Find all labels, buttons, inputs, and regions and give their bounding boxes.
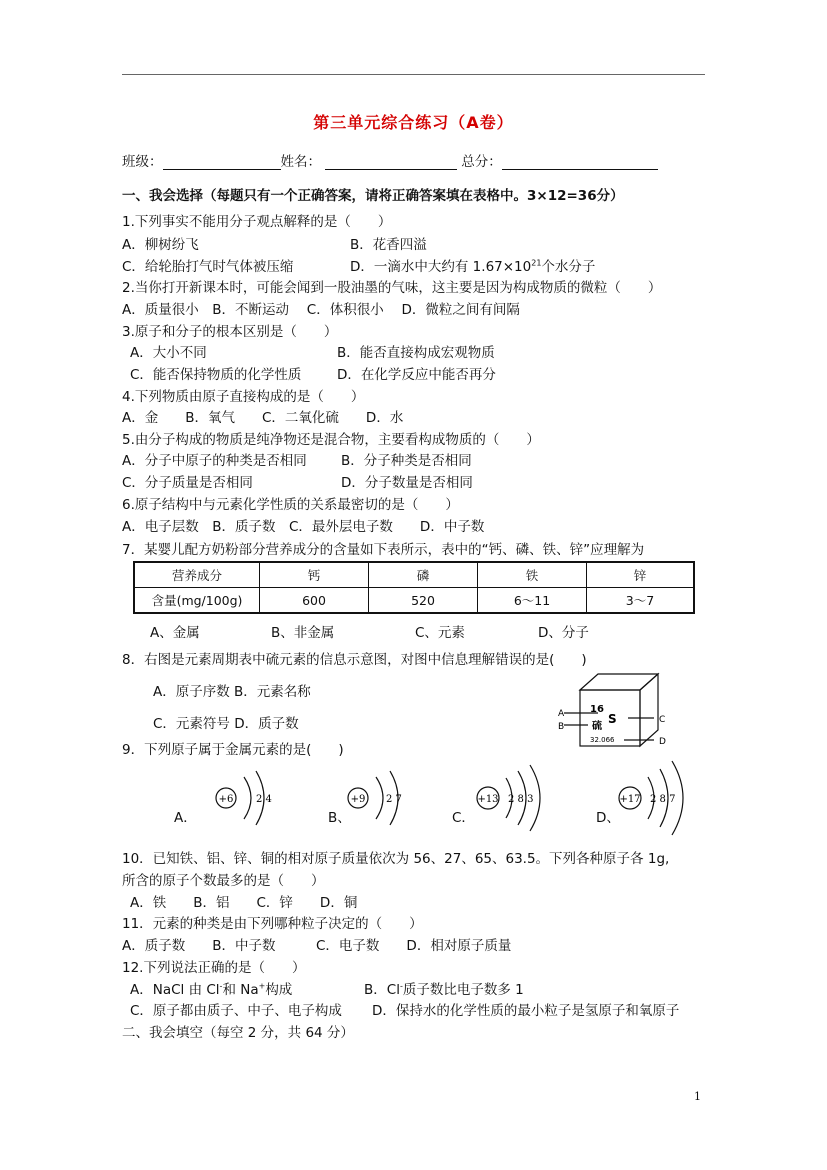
electron-shells: 2 8 7 xyxy=(650,794,676,805)
q5-option-d: D．分子数量是否相同 xyxy=(341,475,473,491)
class-field[interactable] xyxy=(163,155,281,170)
name-label: 姓名： xyxy=(280,154,321,170)
header-rule xyxy=(122,74,705,75)
nutrition-table xyxy=(133,561,695,614)
table-cell: 600 xyxy=(260,588,369,614)
electron-shells: 2 7 xyxy=(386,794,402,805)
q5-option-a: A．分子中原子的种类是否相同 xyxy=(122,453,307,469)
question-10-line-1: 10．已知铁、铝、锌、铜的相对原子质量依次为 56、27、65、63.5。下列各种原子各 1g, xyxy=(122,851,670,867)
q6-options: A．电子层数 B．质子数 C．最外层电子数 D．中子数 xyxy=(122,519,485,535)
label-c: C xyxy=(659,715,666,725)
question-9: 9．下列原子属于金属元素的是( ) xyxy=(122,742,344,758)
label-b: B xyxy=(558,722,565,732)
q10-options: A．铁 B．铝 C．锌 D．铜 xyxy=(130,895,358,911)
q8-options-cd: C．元素符号 D．质子数 xyxy=(153,716,299,732)
question-11: 11．元素的种类是由下列哪种粒子决定的（ ） xyxy=(122,916,423,932)
q1-option-d: D．一滴水中大约有 $1.67\times 10^{21}$个水分子 xyxy=(350,258,596,275)
nucleus-charge: +6 xyxy=(218,794,234,805)
aluminum-atom-diagram xyxy=(472,762,572,840)
q3-option-d: D．在化学反应中能否再分 xyxy=(337,367,496,383)
q9-option-b-label: B、 xyxy=(328,810,351,826)
question-2: 2.当你打开新课本时，可能会闻到一股油墨的气味，这主要是因为构成物质的微粒（ ） xyxy=(122,280,662,296)
student-info-line xyxy=(122,150,658,170)
table-header-cell: 营养成分 xyxy=(134,562,260,588)
q9-option-a-label: A． xyxy=(174,810,197,826)
q3-option-a: A．大小不同 xyxy=(130,345,207,361)
q7-option-a: A、金属 xyxy=(150,625,200,641)
q1-option-c: C．给轮胎打气时气体被压缩 xyxy=(122,259,294,275)
question-5: 5.由分子构成的物质是纯净物还是混合物，主要看构成物质的（ ） xyxy=(122,432,540,448)
q5-option-c: C．分子质量是否相同 xyxy=(122,475,253,491)
table-header-cell: 锌 xyxy=(587,562,695,588)
page-number: 1 xyxy=(694,1090,701,1103)
sulfur-element-cube-figure xyxy=(558,668,678,750)
q1-option-a: A．柳树纷飞 xyxy=(122,237,199,253)
q3-option-c: C．能否保持物质的化学性质 xyxy=(130,367,302,383)
nucleus-charge: +9 xyxy=(350,794,366,805)
q1-option-b: B．花香四溢 xyxy=(350,237,427,253)
name-field[interactable] xyxy=(325,155,457,170)
chlorine-atom-diagram xyxy=(614,757,714,843)
q11-options: A．质子数 B．中子数 C．电子数 D．相对原子质量 xyxy=(122,938,512,954)
nucleus-charge: +17 xyxy=(619,794,641,805)
nucleus-charge: +13 xyxy=(477,794,499,805)
element-symbol: S xyxy=(608,712,617,726)
q9-option-d-label: D、 xyxy=(596,810,620,826)
q12-option-b: B．Cl-质子数比电子数多 1 xyxy=(364,981,524,998)
q7-option-d: D、分子 xyxy=(538,625,589,641)
section-2-heading: 二、我会填空（每空 2 分，共 64 分） xyxy=(122,1025,354,1041)
score-field[interactable] xyxy=(502,155,658,170)
carbon-atom-diagram xyxy=(210,765,288,837)
label-d: D xyxy=(659,737,666,747)
question-8: 8．右图是元素周期表中硫元素的信息示意图，对图中信息理解错误的是( ) xyxy=(122,652,587,668)
question-10-line-2: 所含的原子个数最多的是（ ） xyxy=(122,873,325,889)
q9-option-c-label: C． xyxy=(452,810,475,826)
question-6: 6.原子结构中与元素化学性质的关系最密切的是（ ） xyxy=(122,497,459,513)
q7-option-b: B、非金属 xyxy=(271,625,335,641)
table-cell: 含量(mg/100g) xyxy=(134,588,260,614)
q12-option-c: C．原子都由质子、中子、电子构成 xyxy=(130,1003,342,1019)
table-cell: 3～7 xyxy=(587,588,695,614)
class-label: 班级： xyxy=(122,154,163,170)
question-7: 7．某婴儿配方奶粉部分营养成分的含量如下表所示，表中的“钙、磷、铁、锌”应理解为 xyxy=(122,542,645,558)
atomic-number: 16 xyxy=(590,704,604,715)
question-12: 12.下列说法正确的是（ ） xyxy=(122,960,306,976)
q8-options-ab: A．原子序数 B．元素名称 xyxy=(153,684,311,700)
question-1: 1.下列事实不能用分子观点解释的是（ ） xyxy=(122,214,392,230)
electron-shells: 2 4 xyxy=(256,794,272,805)
q4-options: A．金 B．氧气 C．二氧化硫 D．水 xyxy=(122,410,404,426)
fluorine-atom-diagram xyxy=(342,765,424,837)
element-name: 硫 xyxy=(592,721,602,732)
atomic-mass: 32.066 xyxy=(590,736,615,744)
score-label: 总分： xyxy=(461,154,502,170)
q12-option-d: D．保持水的化学性质的最小粒子是氢原子和氧原子 xyxy=(372,1003,680,1019)
q3-option-b: B．能否直接构成宏观物质 xyxy=(337,345,495,361)
table-header-cell: 钙 xyxy=(260,562,369,588)
q7-option-c: C、元素 xyxy=(415,625,465,641)
question-3: 3.原子和分子的根本区别是（ ） xyxy=(122,324,338,340)
q12-option-a: A．NaCl 由 Cl-和 Na+构成 xyxy=(130,981,293,998)
label-a: A xyxy=(558,709,565,719)
table-header-row xyxy=(134,562,694,588)
table-header-cell: 铁 xyxy=(478,562,587,588)
table-cell: 6～11 xyxy=(478,588,587,614)
question-4: 4.下列物质由原子直接构成的是（ ） xyxy=(122,389,365,405)
table-row xyxy=(134,588,694,614)
electron-shells: 2 8 3 xyxy=(508,794,534,805)
table-cell: 520 xyxy=(369,588,478,614)
section-1-heading: 一、我会选择（每题只有一个正确答案，请将正确答案填在表格中。3×12=36分） xyxy=(122,188,624,204)
page-title: 第三单元综合练习（A卷） xyxy=(313,113,514,132)
q2-options: A．质量很小 B．不断运动 C．体积很小 D．微粒之间有间隔 xyxy=(122,302,520,318)
q5-option-b: B．分子种类是否相同 xyxy=(341,453,472,469)
table-header-cell: 磷 xyxy=(369,562,478,588)
